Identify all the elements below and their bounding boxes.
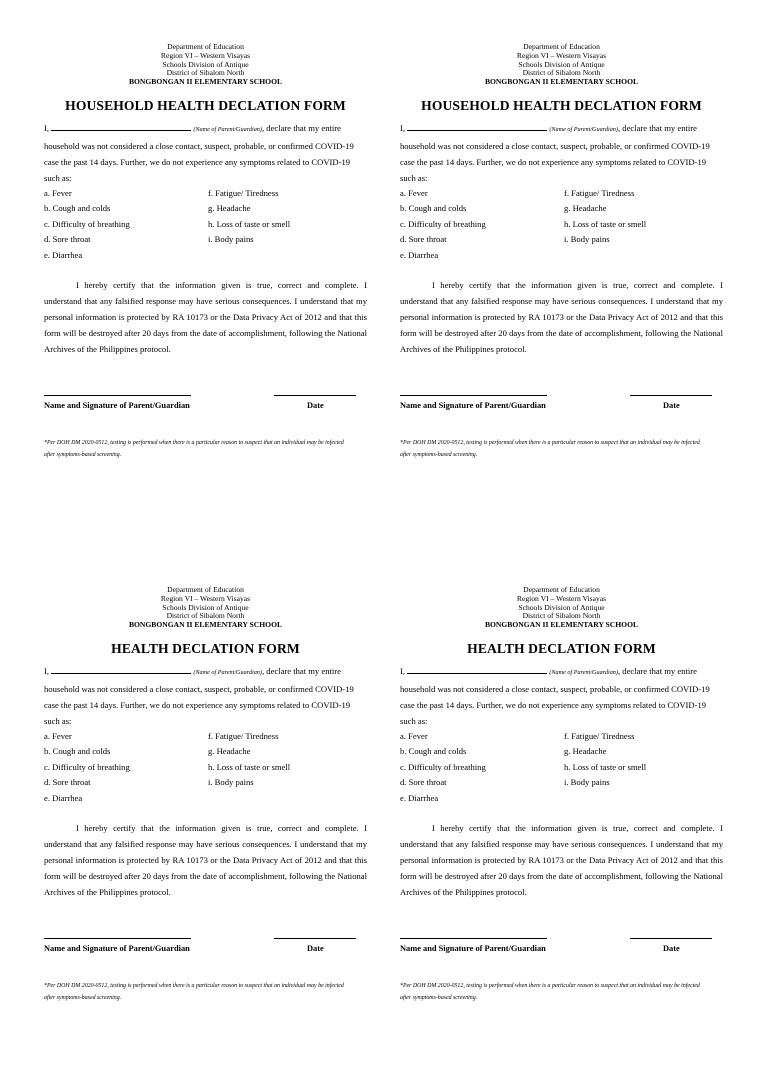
symptom-item: e. Diarrhea bbox=[400, 249, 439, 260]
header-department: Department of Education bbox=[167, 42, 244, 51]
signature-row bbox=[44, 938, 367, 978]
header-district: District of Sibalom North bbox=[166, 611, 245, 621]
header-department: Department of Education bbox=[167, 585, 244, 594]
header-division: Schools Division of Antique bbox=[162, 59, 249, 69]
parent-name-blank[interactable] bbox=[51, 666, 191, 674]
header-school: BONGBONGAN II ELEMENTARY SCHOOL bbox=[484, 620, 639, 630]
symptom-list bbox=[44, 729, 367, 807]
parent-name-note: (Name of Parent/Guardian) bbox=[549, 668, 618, 676]
symptom-item: b. Cough and colds bbox=[44, 203, 111, 214]
header-region: Region VI – Western Visayas bbox=[516, 593, 607, 603]
date-line[interactable] bbox=[274, 938, 356, 939]
date-label: Date bbox=[307, 401, 324, 411]
signature-line[interactable] bbox=[44, 938, 191, 939]
intro-text: , declare that my entire household was not considered a close contact, suspect, probable, or confirmed COVID-19 case the past 14 days. Further, we do not experience any symptoms related to COVID-19 such as: bbox=[400, 665, 710, 726]
parent-name-blank[interactable] bbox=[407, 123, 547, 131]
symptom-item: i. Body pains bbox=[208, 777, 254, 788]
symptom-list bbox=[400, 186, 723, 264]
symptom-item: a. Fever bbox=[44, 730, 72, 741]
intro-prefix: I, bbox=[44, 665, 52, 676]
footnote: *Per DOH DM 2020-0512, testing is performed when there is a particular reason to suspect that an individual may be infected after symptoms-based screening. bbox=[400, 983, 700, 1001]
signature-row bbox=[400, 938, 723, 978]
signature-label: Name and Signature of Parent/Guardian bbox=[44, 944, 190, 954]
declaration-paragraph bbox=[44, 663, 367, 729]
parent-name-blank[interactable] bbox=[407, 666, 547, 674]
certification-paragraph: I hereby certify that the information given is true, correct and complete. I understand that any falsified response may have serious consequences. I understand that my personal information is protected by RA 10173 or the Data Privacy Act of 2012 and that this form will be destroyed after 20 days from the date of accomplishment, following the National Archives of the Philippines protocol. bbox=[44, 823, 367, 898]
signature-line[interactable] bbox=[400, 938, 547, 939]
header-school: BONGBONGAN II ELEMENTARY SCHOOL bbox=[128, 620, 283, 630]
declaration-form bbox=[44, 43, 367, 543]
symptom-item: d. Sore throat bbox=[44, 777, 91, 788]
date-line[interactable] bbox=[630, 938, 712, 939]
signature-label: Name and Signature of Parent/Guardian bbox=[400, 401, 546, 411]
header-department: Department of Education bbox=[523, 585, 600, 594]
symptom-item: i. Body pains bbox=[208, 234, 254, 245]
form-title: HOUSEHOLD HEALTH DECLATION FORM bbox=[65, 97, 346, 113]
symptom-item: g. Headache bbox=[564, 203, 607, 214]
symptom-item: c. Difficulty of breathing bbox=[44, 761, 130, 772]
footnote: *Per DOH DM 2020-0512, testing is performed when there is a particular reason to suspect that an individual may be infected after symptoms-based screening. bbox=[44, 440, 344, 458]
intro-prefix: I, bbox=[400, 665, 408, 676]
symptom-item: e. Diarrhea bbox=[400, 792, 439, 803]
header-school: BONGBONGAN II ELEMENTARY SCHOOL bbox=[128, 77, 283, 87]
signature-label: Name and Signature of Parent/Guardian bbox=[400, 944, 546, 954]
intro-text: , declare that my entire household was not considered a close contact, suspect, probable, or confirmed COVID-19 case the past 14 days. Further, we do not experience any symptoms related to COVID-19 such as: bbox=[44, 122, 354, 183]
symptom-item: b. Cough and colds bbox=[400, 203, 467, 214]
symptom-item: h. Loss of taste or smell bbox=[208, 218, 291, 229]
symptom-item: b. Cough and colds bbox=[44, 746, 111, 757]
symptom-list bbox=[400, 729, 723, 807]
footnote: *Per DOH DM 2020-0512, testing is performed when there is a particular reason to suspect that an individual may be infected after symptoms-based screening. bbox=[44, 983, 344, 1001]
header-school: BONGBONGAN II ELEMENTARY SCHOOL bbox=[484, 77, 639, 87]
declaration-paragraph bbox=[44, 120, 367, 186]
header-division: Schools Division of Antique bbox=[162, 602, 249, 612]
symptom-item: h. Loss of taste or smell bbox=[208, 761, 291, 772]
symptom-item: i. Body pains bbox=[564, 777, 610, 788]
certification-paragraph: I hereby certify that the information given is true, correct and complete. I understand that any falsified response may have serious consequences. I understand that my personal information is protected by RA 10173 or the Data Privacy Act of 2012 and that this form will be destroyed after 20 days from the date of accomplishment, following the National Archives of the Philippines protocol. bbox=[400, 280, 723, 355]
form-header bbox=[44, 43, 367, 87]
declaration-form bbox=[44, 586, 367, 1086]
symptom-item: f. Fatigue/ Tiredness bbox=[564, 187, 635, 198]
parent-name-note: (Name of Parent/Guardian) bbox=[193, 125, 262, 133]
parent-name-note: (Name of Parent/Guardian) bbox=[193, 668, 262, 676]
footnote: *Per DOH DM 2020-0512, testing is performed when there is a particular reason to suspect that an individual may be infected after symptoms-based screening. bbox=[400, 440, 700, 458]
symptom-item: g. Headache bbox=[208, 746, 251, 757]
form-title: HEALTH DECLATION FORM bbox=[467, 640, 656, 656]
signature-label: Name and Signature of Parent/Guardian bbox=[44, 401, 190, 411]
intro-prefix: I, bbox=[400, 122, 408, 133]
symptom-item: g. Headache bbox=[208, 203, 251, 214]
declaration-form bbox=[400, 43, 723, 543]
symptom-item: g. Headache bbox=[564, 746, 607, 757]
date-line[interactable] bbox=[274, 395, 356, 396]
declaration-paragraph bbox=[400, 120, 723, 186]
parent-name-blank[interactable] bbox=[51, 123, 191, 131]
symptom-list bbox=[44, 186, 367, 264]
signature-row bbox=[400, 395, 723, 435]
date-label: Date bbox=[663, 401, 680, 411]
parent-name-note: (Name of Parent/Guardian) bbox=[549, 125, 618, 133]
form-header bbox=[400, 586, 723, 630]
symptom-item: a. Fever bbox=[44, 187, 72, 198]
date-label: Date bbox=[663, 944, 680, 954]
symptom-item: d. Sore throat bbox=[400, 777, 447, 788]
symptom-item: b. Cough and colds bbox=[400, 746, 467, 757]
header-region: Region VI – Western Visayas bbox=[160, 593, 251, 603]
header-region: Region VI – Western Visayas bbox=[516, 50, 607, 60]
symptom-item: e. Diarrhea bbox=[44, 249, 83, 260]
symptom-item: f. Fatigue/ Tiredness bbox=[208, 730, 279, 741]
form-title: HEALTH DECLATION FORM bbox=[111, 640, 300, 656]
certification-paragraph: I hereby certify that the information given is true, correct and complete. I understand that any falsified response may have serious consequences. I understand that my personal information is protected by RA 10173 or the Data Privacy Act of 2012 and that this form will be destroyed after 20 days from the date of accomplishment, following the National Archives of the Philippines protocol. bbox=[400, 823, 723, 898]
symptom-item: h. Loss of taste or smell bbox=[564, 218, 647, 229]
intro-text: , declare that my entire household was not considered a close contact, suspect, probable, or confirmed COVID-19 case the past 14 days. Further, we do not experience any symptoms related to COVID-19 such as: bbox=[44, 665, 354, 726]
intro-prefix: I, bbox=[44, 122, 52, 133]
date-label: Date bbox=[307, 944, 324, 954]
symptom-item: h. Loss of taste or smell bbox=[564, 761, 647, 772]
header-division: Schools Division of Antique bbox=[518, 59, 605, 69]
symptom-item: d. Sore throat bbox=[44, 234, 91, 245]
date-line[interactable] bbox=[630, 395, 712, 396]
symptom-item: f. Fatigue/ Tiredness bbox=[208, 187, 279, 198]
symptom-item: e. Diarrhea bbox=[44, 792, 83, 803]
symptom-item: a. Fever bbox=[400, 187, 428, 198]
symptom-item: a. Fever bbox=[400, 730, 428, 741]
header-district: District of Sibalom North bbox=[166, 68, 245, 78]
certification-paragraph: I hereby certify that the information given is true, correct and complete. I understand that any falsified response may have serious consequences. I understand that my personal information is protected by RA 10173 or the Data Privacy Act of 2012 and that this form will be destroyed after 20 days from the date of accomplishment, following the National Archives of the Philippines protocol. bbox=[44, 280, 367, 355]
symptom-item: c. Difficulty of breathing bbox=[400, 218, 486, 229]
header-district: District of Sibalom North bbox=[522, 68, 601, 78]
declaration-form bbox=[400, 586, 723, 1086]
header-department: Department of Education bbox=[523, 42, 600, 51]
form-title: HOUSEHOLD HEALTH DECLATION FORM bbox=[421, 97, 702, 113]
symptom-item: f. Fatigue/ Tiredness bbox=[564, 730, 635, 741]
symptom-item: c. Difficulty of breathing bbox=[44, 218, 130, 229]
header-division: Schools Division of Antique bbox=[518, 602, 605, 612]
symptom-item: i. Body pains bbox=[564, 234, 610, 245]
intro-text: , declare that my entire household was not considered a close contact, suspect, probable, or confirmed COVID-19 case the past 14 days. Further, we do not experience any symptoms related to COVID-19 such as: bbox=[400, 122, 710, 183]
signature-line[interactable] bbox=[44, 395, 191, 396]
header-region: Region VI – Western Visayas bbox=[160, 50, 251, 60]
declaration-paragraph bbox=[400, 663, 723, 729]
symptom-item: d. Sore throat bbox=[400, 234, 447, 245]
signature-line[interactable] bbox=[400, 395, 547, 396]
form-header bbox=[44, 586, 367, 630]
form-header bbox=[400, 43, 723, 87]
symptom-item: c. Difficulty of breathing bbox=[400, 761, 486, 772]
header-district: District of Sibalom North bbox=[522, 611, 601, 621]
signature-row bbox=[44, 395, 367, 435]
